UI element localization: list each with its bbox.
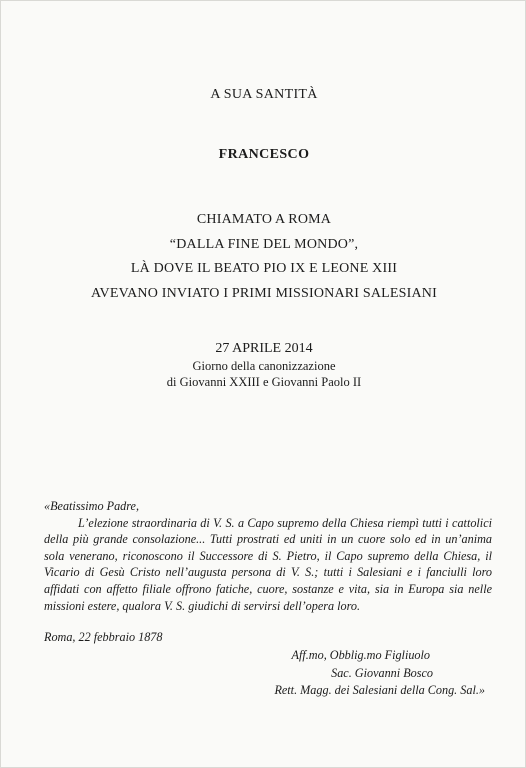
- title-block: [1, 208, 526, 306]
- letter-quote: [44, 498, 492, 614]
- letter-salutation: «Beatissimo Padre,: [44, 499, 140, 513]
- title-line: “DALLA FINE DEL MONDO”,: [169, 236, 359, 252]
- canonization-date: 27 APRILE 2014: [215, 341, 313, 356]
- date-subtitle-line-1: Giorno della canonizzazione: [192, 359, 336, 373]
- signature-line-2: Sac. Giovanni Bosco: [331, 665, 433, 680]
- signature-block: [185, 647, 485, 700]
- letter-body: L’elezione straordinaria di V. S. a Capo supremo della Chiesa riempì tutti i cattolici della più grande consolazione... Tutti prostrati ed uniti in un cuore solo ed in un’anima sola venerano, riconoscono il Successore di S. Pietro, il Capo supremo della Chiesa, il Vicario di Gesù Cristo nell’augusta persona di V. S.; tutti i Salesiani e i fanciulli loro affidati con affetto filiale offrono fatiche, cuore, sostanze e vita, sia in Europa sia nelle missioni estere, qualora V. S. giudichi di servirsi dell’opera loro.: [44, 515, 492, 613]
- title-line: CHIAMATO A ROMA: [196, 212, 332, 227]
- signature-line-1: Aff.mo, Obblig.mo Figliuolo: [291, 648, 430, 662]
- date-block: [1, 340, 526, 390]
- signature-line-3: Rett. Magg. dei Salesiani della Cong. Sal.»: [274, 683, 485, 697]
- title-line: LÀ DOVE IL BEATO PIO IX E LEONE XIII: [130, 261, 398, 276]
- pope-name: FRANCESCO: [218, 147, 310, 162]
- dedication-heading: A SUA SANTITÀ: [210, 87, 318, 102]
- date-subtitle-line-2: di Giovanni XXIII e Giovanni Paolo II: [166, 375, 362, 389]
- title-line: AVEVANO INVIATO I PRIMI MISSIONARI SALESIANI: [91, 285, 437, 301]
- letter-place-date: Roma, 22 febbraio 1878: [44, 630, 163, 644]
